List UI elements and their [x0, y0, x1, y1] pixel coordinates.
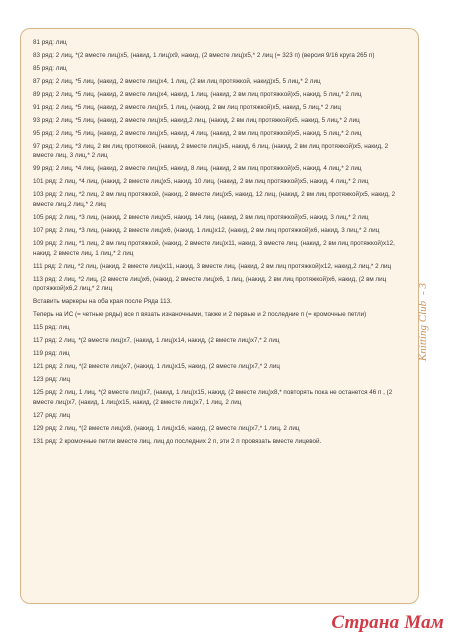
instruction-paragraph: 115 ряд: лиц: [33, 324, 70, 332]
instruction-paragraph: 127 ряд: лиц: [33, 411, 71, 419]
instruction-paragraph: 95 ряд: 2 лиц, *5 лиц, (накид, 2 вместе лиц)х5, накид, 4 лиц, (накид, 2 вм лиц протяжкой)х5, накид, 5 лиц,* 2 лиц: [33, 129, 362, 137]
instruction-paragraph: 113 ряд: 2 лиц, *2 лиц, (2 вместе лиц)х6, (накид, 2 вместе лиц)х6, 1 лиц, (накид, 2 вм лиц протяжкой)х6, накид, (2 вм лиц протяжкой)х6,2 лиц,* 2 лиц: [33, 275, 387, 293]
magazine-name: Knitting Club: [417, 300, 429, 362]
instruction-paragraph: 111 ряд: 2 лиц, *2 лиц, (накид, 2 вместе лиц)х11, накид, 3 вместе лиц, (накид, 2 вм лиц протяжкой)х12, накид,2 лиц,* 2 лиц: [33, 262, 392, 270]
instruction-paragraph: 87 ряд: 2 лиц, *5 лиц, (накид, 2 вместе лиц)х4, 1 лиц, (2 вм лиц протяжкой, накид)х5, 5 лиц,* 2 лиц: [33, 77, 321, 85]
instruction-paragraph: 85 ряд: лиц: [33, 64, 67, 72]
instruction-paragraph: 129 ряд: 2 лиц, *(2 вместе лиц)х8, (накид, 1 лиц)х16, накид, (2 вместе лиц)х7,* 1 лиц, 2 лиц: [33, 424, 300, 432]
instruction-paragraph: 125 ряд: 2 лиц, 1 лиц, *(2 вместе лиц)х7, (накид, 1 лиц)х15, накид, (2 вместе лиц)х8,* повторять пока не останется 46 п , (2 вместе лиц)х7, (накид, 1 лиц)х15, накид, (2 вместе лиц)х7, 1 лиц, 2 лиц: [33, 389, 393, 406]
instruction-paragraph: 101 ряд: 2 лиц, *4 лиц, (накид, 2 вместе лиц)х5, накид, 10 лиц, (накид, 2 вм лиц протяжкой)х5, накид, 4 лиц,* 2 лиц: [33, 178, 369, 186]
instruction-paragraph: 97 ряд: 2 лиц, *3 лиц, 2 вм лиц протяжкой, (накид, 2 вместе лиц)х5, накид, 6 лиц, (накид, 2 вм лиц протяжкой)х5, накид, 2 вместе лиц, 3 лиц,* 2 лиц: [33, 142, 389, 160]
instruction-paragraph: 117 ряд: 2 лиц, *(2 вместе лиц)х7, (накид, 1 лиц)х14, накид, (2 вместе лиц)х7,* 2 лиц: [33, 337, 280, 345]
instruction-paragraph: 89 ряд: 2 лиц, *5 лиц, (накид, 2 вместе лиц)х4, накид, 1 лиц, (накид, 2 вм лиц протяжкой)х5, накид, 5 лиц,* 2 лиц: [33, 90, 362, 98]
page-number: - 3: [417, 282, 429, 295]
instruction-paragraph: 83 ряд: 2 лиц, *(2 вместе лиц)х5, (накид, 1 лиц)х9, накид, (2 вместе лиц)х5,* 2 лиц (= 323 п) (версия 9/16 круга 265 п): [33, 51, 375, 59]
instruction-paragraph: 107 ряд: 2 лиц, *3 лиц, (накид, 2 вместе лиц)х6, (накид, 1 лиц)х12, (накид, 2 вм лиц протяжкой)х6, накид, 3 лиц,* 2 лиц: [33, 226, 380, 234]
instruction-paragraph: 119 ряд: лиц: [33, 350, 70, 358]
instruction-paragraph: Вставить маркеры на оба края после Ряда 113.: [33, 298, 172, 306]
magazine-title: [416, 237, 430, 407]
instruction-paragraph: 105 ряд: 2 лиц, *3 лиц, (накид, 2 вместе лиц)х5, накид, 14 лиц, (накид, 2 вм лиц протяжкой)х5, накид, 3 лиц,* 2 лиц: [33, 214, 369, 221]
instruction-paragraph: 91 ряд: 2 лиц, *5 лиц, (накид, 2 вместе лиц)х5, 1 лиц, (накид, 2 вм лиц протяжкой)х5, накид, 5 лиц,* 2 лиц: [33, 103, 342, 111]
instruction-paragraph: 123 ряд: лиц: [33, 376, 71, 384]
instruction-paragraph: 109 ряд: 2 лиц, *1 лиц, 2 вм лиц протяжкой, (накид, 2 вместе лиц)х11, накид, 3 вместе лиц, (накид, 2 вм лиц протяжкой)х12, накид, 2 вместе лиц, 1 лиц,* 2 лиц: [33, 239, 395, 257]
pattern-text: [33, 38, 409, 450]
instruction-paragraph: Теперь на ИС (= четные ряды) все п вязать изнаночными, также и 2 первые и 2 последние п (= кромочные петли): [33, 311, 367, 319]
instruction-paragraph: 103 ряд: 2 лиц, *2 лиц, 2 вм лиц протяжкой, (накид, 2 вместе лиц)х5, накид, 12 лиц, (накид, 2 вм лиц протяжкой)х5, накид, 2 вместе лиц,2 лиц,* 2 лиц: [33, 191, 396, 209]
instruction-paragraph: 81 ряд: лиц: [33, 39, 67, 46]
instruction-paragraph: 121 ряд: 2 лиц, *(2 вместе лиц)х7, (накид, 1 лиц)х15, накид, (2 вместе лиц)х7,* 2 лиц: [33, 363, 280, 371]
instruction-paragraph: 131 ряд: 2 кромочные петли вместе лиц, лиц до последних 2 п, эти 2 п провязать вместе лицевой.: [33, 437, 322, 445]
instruction-paragraph: 93 ряд: 2 лиц, *5 лиц, (накид, 2 вместе лиц)х5, накид,2 лиц, (накид, 2 вм лиц протяжкой)х5, накид, 5 лиц,* 2 лиц: [33, 116, 360, 124]
instruction-paragraph: 99 ряд: 2 лиц, *4 лиц, (накид, 2 вместе лиц)х5, накид, 8 лиц, (накид, 2 вм лиц протяжкой)х5, накид, 4 лиц,* 2 лиц: [33, 165, 362, 173]
watermark-logo: Страна Мам: [331, 612, 444, 633]
